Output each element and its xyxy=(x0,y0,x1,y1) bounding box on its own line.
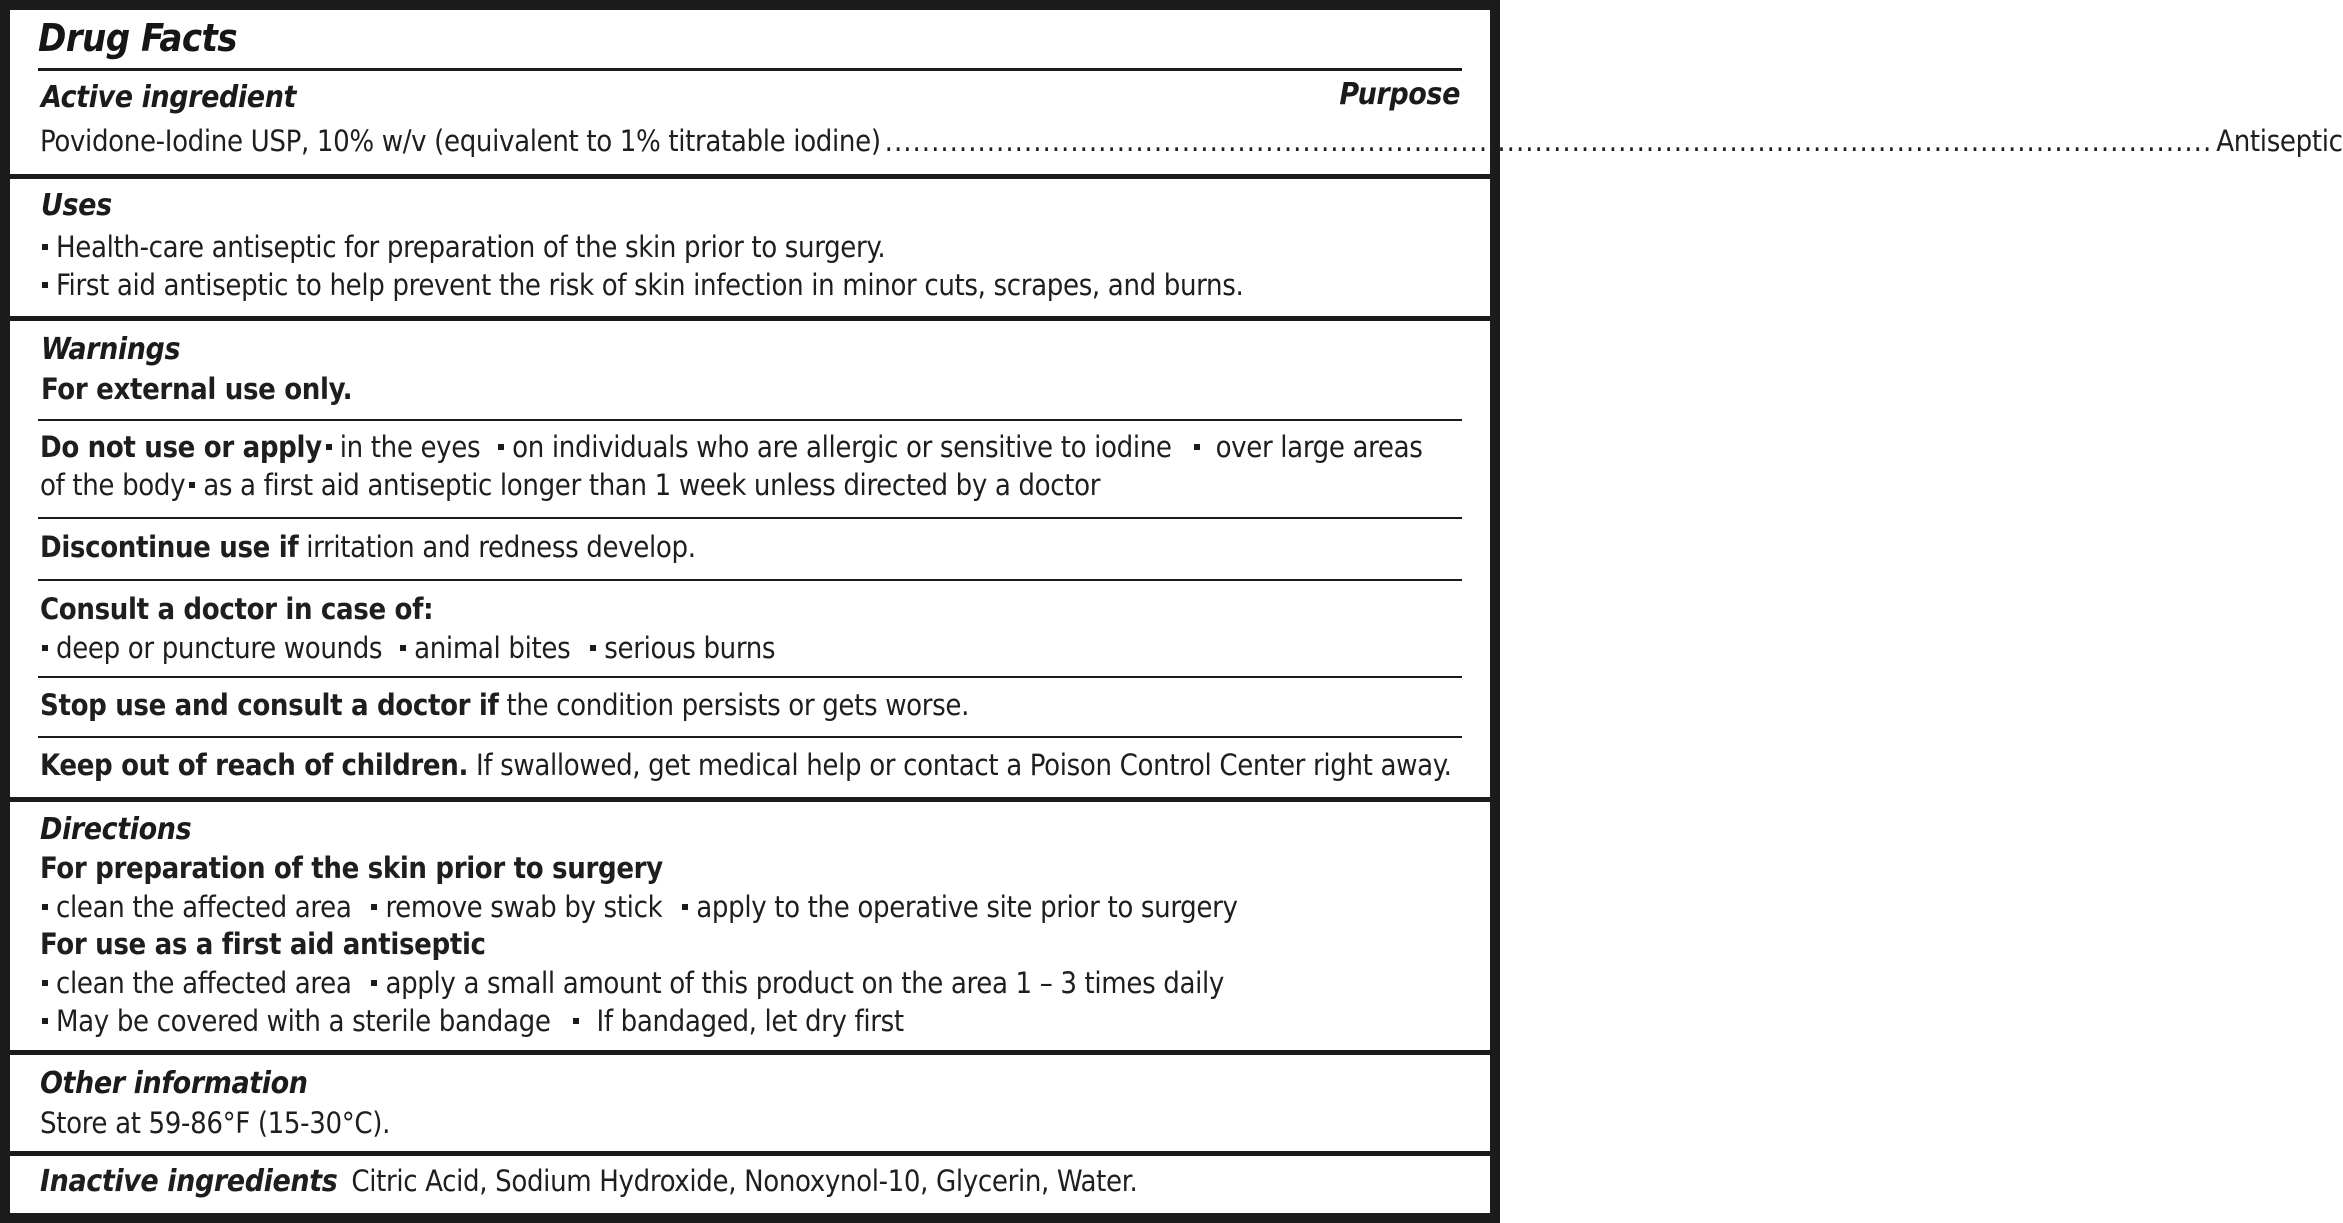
directions-heading: Directions xyxy=(40,812,192,847)
bullet-icon xyxy=(498,444,504,450)
bullet-icon xyxy=(1194,444,1200,450)
section-divider xyxy=(10,174,1490,179)
bullet-icon xyxy=(682,904,688,910)
active-ingredient-row xyxy=(40,124,2343,158)
bullet-icon xyxy=(189,482,195,488)
uses-item: Health-care antiseptic for preparation of the skin prior to surgery. xyxy=(38,230,885,264)
warnings-rule xyxy=(38,419,1462,421)
active-ingredient-heading: Active ingredient xyxy=(41,80,297,115)
do-not-use-line: Do not use or apply in the eyes on individuals who are allergic or sensitive to iodine over large areas xyxy=(40,430,1423,464)
uses-item: First aid antiseptic to help prevent the risk of skin infection in minor cuts, scrapes, and burns. xyxy=(38,268,1243,302)
inactive-ingredients-line xyxy=(40,1164,1137,1199)
keep-out-label: Keep out of reach of children. xyxy=(40,748,469,782)
surgery-items: clean the affected area remove swab by stick apply to the operative site prior to surgery xyxy=(38,890,1238,924)
inactive-ingredients-heading: Inactive ingredients xyxy=(40,1164,338,1199)
external-use-text: For external use only. xyxy=(41,372,353,406)
purpose-text: Antiseptic xyxy=(2216,124,2343,158)
bullet-icon xyxy=(42,904,48,910)
title-rule xyxy=(38,68,1462,71)
bullet-icon xyxy=(371,980,377,986)
inactive-ingredients-text: Citric Acid, Sodium Hydroxide, Nonoxynol-10, Glycerin, Water. xyxy=(351,1164,1138,1198)
bullet-icon xyxy=(42,645,48,651)
uses-heading: Uses xyxy=(41,188,112,223)
other-info-heading: Other information xyxy=(40,1066,308,1101)
consult-items: deep or puncture wounds animal bites serious burns xyxy=(38,631,775,665)
section-divider xyxy=(10,797,1490,802)
bullet-icon xyxy=(371,904,377,910)
bullet-icon xyxy=(42,980,48,986)
stop-use-label: Stop use and consult a doctor if xyxy=(40,688,499,722)
panel-title: Drug Facts xyxy=(38,16,237,60)
bullet-icon xyxy=(326,444,332,450)
leader-dots: ............................................................................................................................................... xyxy=(884,124,2213,158)
surgery-heading: For preparation of the skin prior to surgery xyxy=(40,851,663,885)
other-info-text: Store at 59-86°F (15-30°C). xyxy=(40,1106,391,1140)
section-divider xyxy=(10,1151,1490,1156)
firstaid-items: May be covered with a sterile bandage If bandaged, let dry first xyxy=(38,1004,904,1038)
stop-use-line: Stop use and consult a doctor if the condition persists or gets worse. xyxy=(40,688,970,722)
section-divider xyxy=(10,316,1490,321)
warnings-rule xyxy=(38,676,1462,678)
bullet-icon xyxy=(400,645,406,651)
firstaid-heading: For use as a first aid antiseptic xyxy=(40,927,486,961)
warnings-rule xyxy=(38,579,1462,581)
bullet-icon xyxy=(42,282,48,288)
do-not-use-line: of the body as a first aid antiseptic longer than 1 week unless directed by a doctor xyxy=(40,468,1101,502)
bullet-icon xyxy=(42,1018,48,1024)
warnings-rule xyxy=(38,517,1462,519)
warnings-heading: Warnings xyxy=(41,332,181,367)
consult-label: Consult a doctor in case of: xyxy=(40,592,434,626)
bullet-icon xyxy=(42,244,48,250)
discontinue-line: Discontinue use if irritation and redness develop. xyxy=(40,530,696,564)
section-divider xyxy=(10,1050,1490,1055)
do-not-use-label: Do not use or apply xyxy=(40,430,322,464)
purpose-heading: Purpose xyxy=(1339,77,1460,112)
active-ingredient-text: Povidone-Iodine USP, 10% w/v (equivalent to 1% titratable iodine) xyxy=(40,124,881,158)
bullet-icon xyxy=(573,1018,579,1024)
discontinue-label: Discontinue use if xyxy=(40,530,299,564)
firstaid-items: clean the affected area apply a small amount of this product on the area 1 – 3 times daily xyxy=(38,966,1224,1000)
keep-out-line: Keep out of reach of children. If swallowed, get medical help or contact a Poison Control Center right away. xyxy=(40,748,1452,782)
bullet-icon xyxy=(590,645,596,651)
warnings-rule xyxy=(38,736,1462,738)
